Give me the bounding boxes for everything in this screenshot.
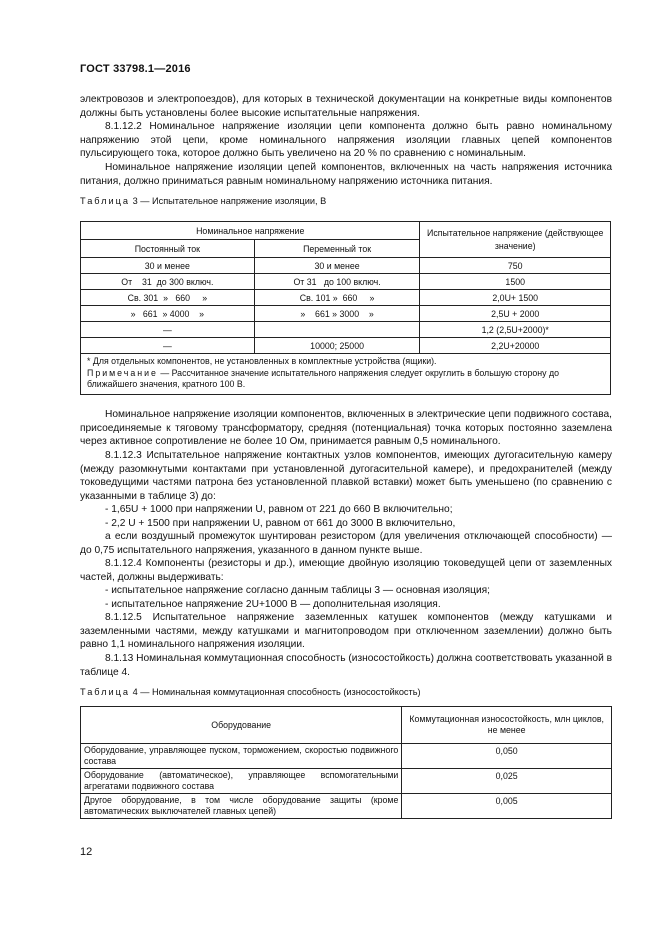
table-row [81,338,611,354]
table3-cell-test: 1,2 (2,5U+2000)* [420,322,611,338]
paragraph-8-1-12-3: 8.1.12.3 Испытательное напряжение контактных узлов компонентов, имеющих дугогасительную камеру (между разомкнутыми контактами при установленной дугогасительной камере), и предохранителей (между токоведущими частями патрона без установленной плавкой вставки) может быть уменьшено (по сравнению с указанными в таблице 3) до: [80,450,612,502]
table3-cell-ac: » 661 » 3000 » [254,306,420,322]
table4-cell-value: 0,050 [402,744,612,769]
table3-note-text: — Рассчитанное значение испытательного напряжения следует округлить в большую сторону до ближайшего значения, кратного 100 В. [87,367,560,389]
table3-footnote: * Для отдельных компонентов, не установленных в комплектные устройства (ящики). [87,356,437,366]
table3-note-label: Примечание [87,367,158,378]
table3-cell-dc: Св. 301 » 660 » [81,290,255,306]
paragraph-8-1-12-4: 8.1.12.4 Компоненты (резисторы и др.), имеющие двойную изоляцию токоведущей цепи от заземленных частей, должны выдерживать: [80,558,612,583]
table4-caption [80,687,421,697]
paragraph-item-1: - 1,65U + 1000 при напряжении U, равном от 221 до 660 В включительно; [105,504,453,515]
table3-head-nominal: Номинальное напряжение [81,222,420,240]
table-row [81,274,611,290]
paragraph-8-1-12-5: 8.1.12.5 Испытательное напряжение заземленных катушек компонентов (между катушками и заземленными частями, между катушками и магнитопроводом при отключенном заземлении) должно быть равно 1,1 номинального напряжения изоляции. [80,612,612,651]
table3-cell-test: 2,5U + 2000 [420,306,611,322]
paragraph-item-4: - испытательное напряжение 2U+1000 В — дополнительная изоляция. [105,599,441,610]
paragraph-rated-insulation-traction: Номинальное напряжение изоляции компонентов, включенных в электрические цепи подвижного состава, присоединяемые к тяговому трансформатору, средняя (потенциальная) точка которых постоянно заземлена через активное сопротивление не более 10 Ом, принимается равным 0,5 номинального. [80,409,612,448]
paragraph-rated-insulation: Номинальное напряжение изоляции цепей компонентов, включенных на часть напряжения источника питания, должно приниматься равным номинальному напряжению источника питания. [80,162,612,187]
table3-cell-ac: 30 и менее [254,258,420,274]
table3-cell-dc: » 661 » 4000 » [81,306,255,322]
paragraph-8-1-12-2: 8.1.12.2 Номинальное напряжение изоляции цепи компонента должно быть равно номинальному напряжению этой цепи, кроме номинального напряжения изоляции главных цепей компонентов пульсирующего тока, которое должно быть увеличено на 20 % по сравнению с номинальным. [80,121,612,160]
table3-cell-dc: — [81,322,255,338]
table-3 [80,221,611,395]
table3-cell-ac [254,322,420,338]
table3-cell-test: 1500 [420,274,611,290]
table4-caption-label: Таблица [80,687,131,697]
table4-cell-equipment: Другое оборудование, в том числе оборудование защиты (кроме автоматических выключателей главных цепей) [81,794,402,819]
table3-cell-test: 750 [420,258,611,274]
table4-cell-equipment: Оборудование, управляющее пуском, торможением, скоростью подвижного состава [81,744,402,769]
table-row [81,794,612,819]
table3-cell-test: 2,0U+ 1500 [420,290,611,306]
table3-cell-dc: От 31 до 300 включ. [81,274,255,290]
table3-caption [80,196,326,206]
table3-cell-test: 2,2U+20000 [420,338,611,354]
table3-notes [81,354,611,395]
table-row [81,258,611,274]
table3-cell-dc: — [81,338,255,354]
table3-cell-dc: 30 и менее [81,258,255,274]
table3-head-dc: Постоянный ток [81,240,255,258]
table3-note [87,368,607,391]
table3-cell-ac: Св. 101 » 660 » [254,290,420,306]
paragraph-continuation: электровозов и электропоездов), для которых в технической документации на конкретные виды компонентов должны быть установлены более высокие испытательные напряжения. [80,94,612,119]
paragraph-8-1-13: 8.1.13 Номинальная коммутационная способность (износостойкость) должна соответствовать указанной в таблице 4. [80,653,613,678]
table4-head-value: Коммутационная износостойкость, млн циклов, не менее [402,707,612,744]
paragraph-item-2: - 2,2 U + 1500 при напряжении U, равном от 661 до 3000 В включительно, [105,518,456,529]
table4-cell-value: 0,025 [402,769,612,794]
table-row [81,744,612,769]
table3-head-test: Испытательное напряжение (действующее значение) [420,222,611,258]
paragraph-item-3: - испытательное напряжение согласно данным таблицы 3 — основная изоляция; [105,585,490,596]
table3-caption-text: 3 — Испытательное напряжение изоляции, В [132,196,327,206]
table-4 [80,706,612,819]
page-number: 12 [80,846,93,858]
table4-cell-value: 0,005 [402,794,612,819]
table4-head-equipment: Оборудование [81,707,402,744]
table-row [81,306,611,322]
table-row [81,290,611,306]
table-row [81,769,612,794]
table3-head-ac: Переменный ток [254,240,420,258]
document-header: ГОСТ 33798.1—2016 [80,63,191,75]
table-row [81,322,611,338]
table4-cell-equipment: Оборудование (автоматическое), управляющее вспомогательными агрегатами подвижного состава [81,769,402,794]
table4-caption-text: 4 — Номинальная коммутационная способность (износостойкость) [132,687,421,697]
paragraph-shunted-gap: а если воздушный промежуток шунтирован резистором (для увеличения отключающей способности) — до 0,75 испытательного напряжения, указанного в данном пункте выше. [80,531,612,556]
table3-cell-ac: 10000; 25000 [254,338,420,354]
table3-caption-label: Таблица [80,196,131,206]
table3-cell-ac: От 31 до 100 включ. [254,274,420,290]
